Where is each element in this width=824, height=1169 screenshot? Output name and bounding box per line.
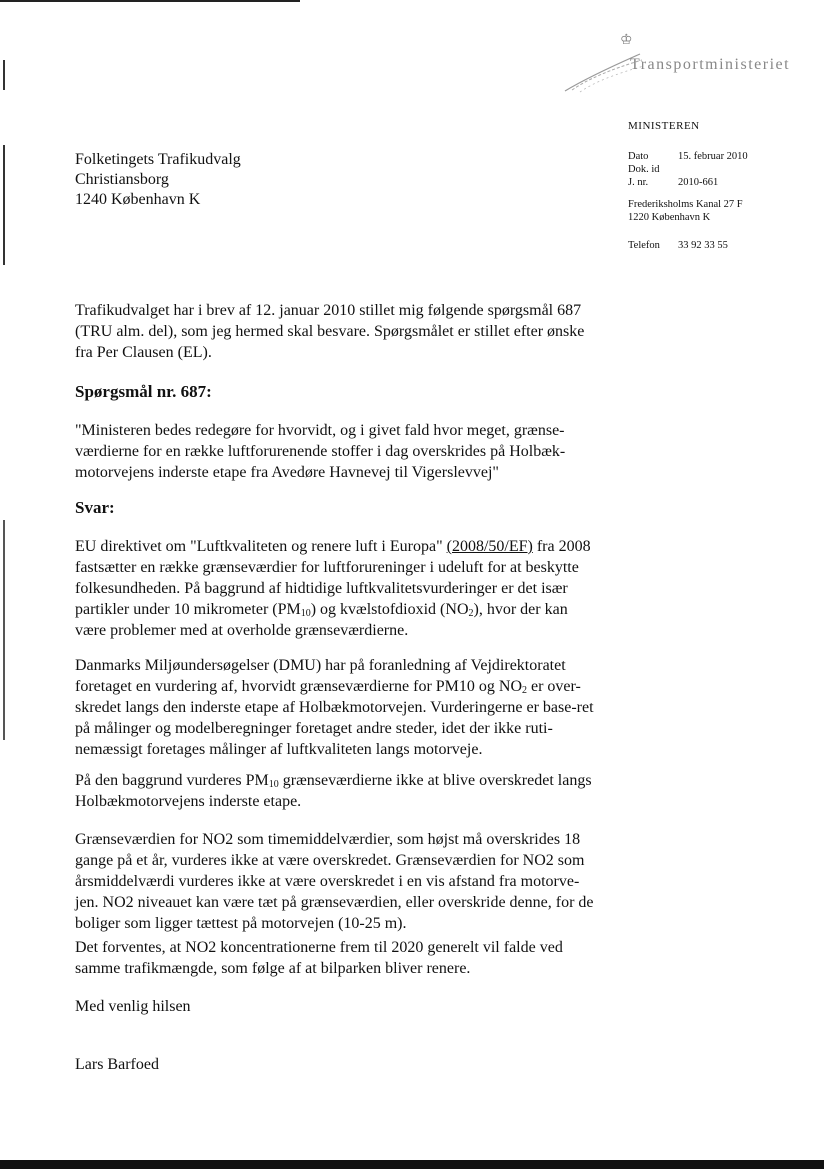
answer-paragraph-1 [75,536,595,641]
text-run: ), hvor der kan være problemer med at overholde grænseværdierne. [75,601,568,639]
intro-text: Trafikudvalget har i brev af 12. januar 2010 stillet mig følgende spørgsmål 687 (TRU alm. del), som jeg hermed skal besvare. Spørgsmålet er stillet efter ønske fra Per Clausen (EL). [75,302,585,361]
scan-edge-bottom [0,1160,824,1169]
answer-text [75,536,595,641]
intro-paragraph [75,300,595,363]
meta-label: J. nr. [628,177,649,188]
meta-journal [628,176,748,189]
recipient-line: Folketingets Trafikudvalg [75,151,241,168]
meta-value: 2010-661 [678,177,719,188]
phone-value: 33 92 33 55 [678,240,728,251]
text-run: ) og kvælstofdioxid (NO [310,601,469,618]
subscript: 10 [268,779,279,790]
office-address [628,198,743,224]
subscript: 2 [468,608,474,619]
crown-icon: ♔ [620,33,633,48]
scan-edge-top [0,0,300,2]
document-meta [628,150,748,189]
text-run: Danmarks Miljøundersøgelser (DMU) har på foranledning af Vejdirektoratet foretaget en vurdering af, hvorvidt grænseværdierne for PM10 og NO [75,657,566,695]
meta-label: Dato [628,151,649,162]
meta-label: Dok. id [628,164,660,175]
signature: Lars Barfoed [75,1056,159,1073]
directive-link[interactable]: (2008/50/EF) [446,538,533,555]
recipient-line: Christiansborg [75,171,169,188]
answer-heading: Svar: [75,498,115,517]
scan-edge-left [3,60,5,90]
text-run: er over-skredet langs den inderste etape af Holbækmotorvejen. Vurderingerne er base-ret på målinger og modelberegninger foretaget andre steder, idet der ikke ruti-nemæssigt foretages målinger af luftkvaliteten langs motorveje. [75,678,594,758]
answer-paragraph-5 [75,937,595,979]
answer-text: Det forventes, at NO2 koncentrationerne frem til 2020 generelt vil falde ved samme trafikmængde, som følge af at bilparken bliver renere. [75,939,563,977]
answer-paragraph-3 [75,770,595,812]
answer-text: Grænseværdien for NO2 som timemiddelværdier, som højst må overskrides 18 gange på et år, vurderes ikke at være overskredet. Grænseværdien for NO2 som årsmiddelværdi vurderes ikke at være overskredet i en vis afstand fra motorve-jen. NO2 niveauet kan være tæt på grænseværdien, eller overskride denne, for de boliger som ligger tættest på motorvejen (10-25 m). [75,831,594,932]
closing: Med venlig hilsen [75,998,191,1015]
text-run: fra 2008 fastsætter en række grænseværdier for luftforureninger i udeluft for at beskytte folkesundheden. På baggrund af hidtidige luftkvalitetsvurderinger er det især partikler under 10 mikrometer (PM [75,538,591,618]
office-street: Frederiksholms Kanal 27 F [628,199,743,210]
answer-paragraph-4 [75,829,595,934]
answer-paragraph-2 [75,655,595,760]
question-text: "Ministeren bedes redegøre for hvorvidt, og i givet fald hvor meget, grænse-værdierne for en række luftforurenende stoffer i dag overskrides på Holbæk-motorvejens inderste etape fra Avedøre Havnevej til Vigerslevvej" [75,422,566,481]
subscript: 2 [522,685,527,696]
answer-text [75,770,595,812]
answer-text [75,655,595,760]
meta-doc-id [628,163,748,176]
question-paragraph [75,420,595,483]
question-heading: Spørgsmål nr. 687: [75,382,212,401]
subscript: 10 [300,608,311,619]
ministry-logo [560,26,800,96]
recipient-line: 1240 København K [75,191,201,208]
recipient-address [75,150,241,210]
logo-text: Transportministeriet [630,56,791,73]
scan-edge-left [3,520,5,740]
text-run: EU direktivet om "Luftkvaliteten og renere luft i Europa" [75,538,447,555]
scan-edge-left [3,145,5,265]
sender-title: MINISTEREN [628,120,700,132]
meta-value: 15. februar 2010 [678,151,748,162]
text-run: På den baggrund vurderes PM [75,772,269,789]
office-city: 1220 København K [628,212,711,223]
phone-label: Telefon [628,240,660,251]
office-phone [628,239,728,252]
meta-date [628,150,748,163]
text-run: grænseværdierne ikke at blive overskredet langs Holbækmotorvejens inderste etape. [75,772,592,810]
